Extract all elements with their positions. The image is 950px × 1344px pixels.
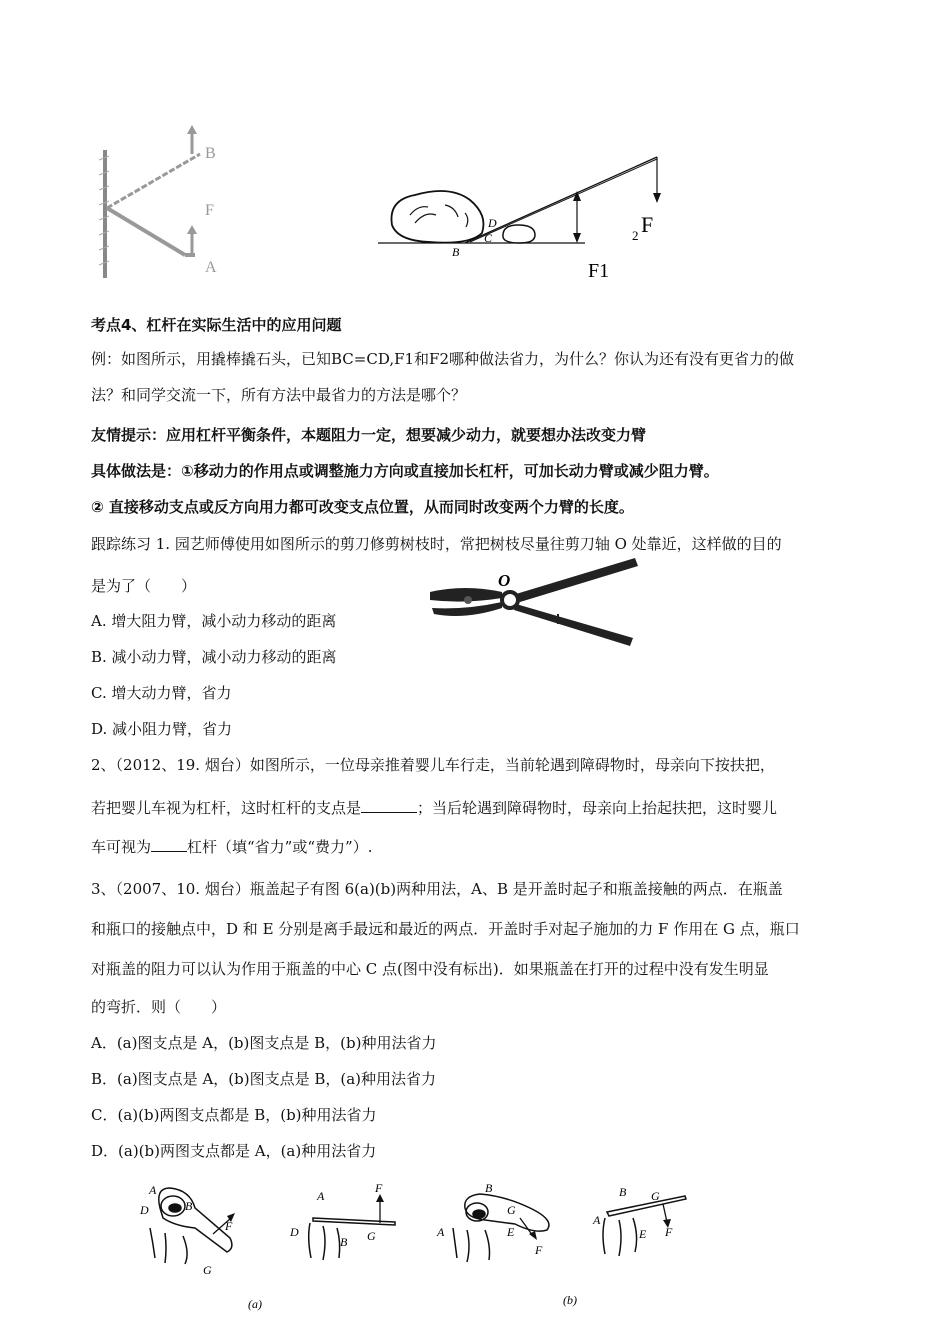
fig-b2-label-a: A <box>593 1213 601 1227</box>
q1-option-c: C. 增大动力臂，省力 <box>91 684 232 702</box>
fig-a1-label-d: D <box>140 1203 149 1217</box>
pulley-figure <box>95 120 245 280</box>
fig-b1-label-e: E <box>507 1225 515 1239</box>
fig-a2-label-g: G <box>367 1229 376 1243</box>
q2-line-2-end: ；当后轮遇到障碍物时，母亲向上抬起扶把，这时婴儿 <box>417 799 778 817</box>
q3-option-b: B．(a)图支点是 A，(b)图支点是 B，(a)种用法省力 <box>91 1070 437 1088</box>
q2-line-1: 2、（2012、19. 烟台）如图所示，一位母亲推着婴儿车行走，当前轮遇到障碍物时，母亲向下按扶把， <box>91 756 775 774</box>
crowbar-label-d: D <box>488 216 497 230</box>
example-line-2: 法？和同学交流一下，所有方法中最省力的方法是哪个？ <box>91 386 467 404</box>
fig-b1-label-b: B <box>485 1181 493 1195</box>
fig-a1-label-b: B <box>185 1199 193 1213</box>
scissors-figure <box>430 552 640 652</box>
q2-line-3-start: 车可视为 <box>91 838 152 856</box>
q1-option-d: D. 减小阻力臂，省力 <box>91 720 233 738</box>
scissors-label-o: O <box>498 571 511 590</box>
pivot-answer-blank[interactable] <box>361 798 417 813</box>
fig-b1-label-g: G <box>507 1203 516 1217</box>
q2-line-2-start: 若把婴儿车视为杠杆，这时杠杆的支点是 <box>91 799 362 817</box>
fig-b2-label-g: G <box>651 1189 660 1203</box>
fig-a1-label-f: F <box>225 1219 233 1233</box>
crowbar-label-f1: F1 <box>588 260 610 282</box>
fig-b1-label-f: F <box>535 1243 543 1257</box>
fig-b1-label-a: A <box>437 1225 445 1239</box>
fig-a2-label-b: B <box>340 1235 348 1249</box>
fig-a1-label-a: A <box>149 1183 157 1197</box>
bottle-opener-figure <box>135 1178 695 1318</box>
q1-line-1: 跟踪练习 1. 园艺师傅使用如图所示的剪刀修剪树枝时，常把树枝尽量往剪刀轴 O 处靠近，这样做的目的 <box>91 535 782 553</box>
crowbar-figure <box>370 145 690 285</box>
fig-a2-label-d: D <box>290 1225 299 1239</box>
pulley-label-f: F <box>205 202 214 219</box>
q3-option-a: A．(a)图支点是 A，(b)图支点是 B，(b)种用法省力 <box>91 1034 437 1052</box>
q1-line-2: 是为了（ ） <box>91 577 197 595</box>
fig-a2-label-a: A <box>317 1189 325 1203</box>
q3-line-3: 对瓶盖的阻力可以认为作用于瓶盖的中心 C 点(图中没有标出)．如果瓶盖在打开的过程中没有发生明显 <box>91 960 769 978</box>
q1-option-a: A. 增大阻力臂，减小动力移动的距离 <box>91 612 337 630</box>
fig-b2-label-e: E <box>639 1227 647 1241</box>
q1-option-b: B. 减小动力臂，减小动力移动的距离 <box>91 648 337 666</box>
section-heading: 考点4、杠杆在实际生活中的应用问题 <box>91 316 342 334</box>
q3-option-c: C．(a)(b)两图支点都是 B，(b)种用法省力 <box>91 1106 377 1124</box>
q3-option-d: D．(a)(b)两图支点都是 A，(a)种用法省力 <box>91 1142 377 1160</box>
pulley-label-b: B <box>205 145 216 162</box>
caption-b: (b) <box>563 1293 577 1307</box>
caption-a: (a) <box>248 1297 262 1311</box>
tip-text: 友情提示：应用杠杆平衡条件，本题阻力一定，想要减少动力，就要想办法改变力臂 <box>91 426 647 444</box>
method-2-text: ② 直接移动支点或反方向用力都可改变支点位置，从而同时改变两个力臂的长度。 <box>91 498 634 516</box>
crowbar-label-f2: F <box>641 212 654 237</box>
pulley-label-a: A <box>205 259 217 276</box>
q2-line-3 <box>91 836 372 857</box>
crowbar-label-f2-sub: 2 <box>632 228 639 243</box>
q3-line-4: 的弯折．则（ ） <box>91 998 227 1016</box>
q3-line-2: 和瓶口的接触点中，D 和 E 分别是离手最远和最近的两点．开盖时手对起子施加的力 F 作用在 G 点，瓶口 <box>91 920 800 938</box>
q3-line-1: 3、（2007、10. 烟台）瓶盖起子有图 6(a)(b)两种用法，A、B 是开盖时起子和瓶盖接触的两点．在瓶盖 <box>91 880 783 898</box>
q2-line-3-end: 杠杆（填“省力”或“费力”）. <box>187 838 373 856</box>
fig-b2-label-b: B <box>619 1185 627 1199</box>
fig-a2-label-f: F <box>375 1181 383 1195</box>
example-line-1: 例：如图所示，用撬棒撬石头，已知BC=CD,F1和F2哪种做法省力，为什么？你认为还有没有更省力的做 <box>91 350 794 368</box>
fig-b2-label-f: F <box>665 1225 673 1239</box>
crowbar-label-b: B <box>452 245 460 259</box>
method-1-text: 具体做法是：①移动力的作用点或调整施力方向或直接加长杠杆，可加长动力臂或减少阻力臂。 <box>91 462 719 480</box>
crowbar-label-c: C <box>484 231 493 245</box>
lever-type-blank[interactable] <box>151 837 187 852</box>
q2-line-2 <box>91 797 777 818</box>
fig-a1-label-g: G <box>203 1263 212 1277</box>
